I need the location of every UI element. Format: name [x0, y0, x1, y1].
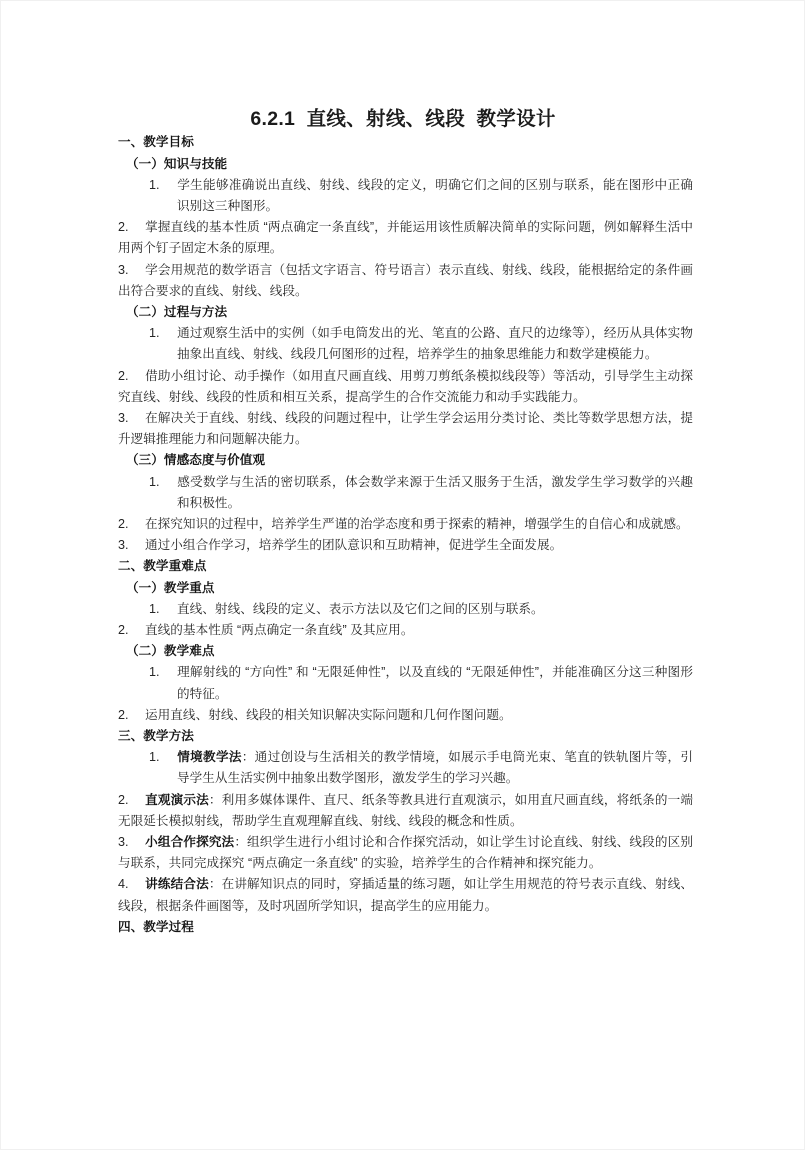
list-item-text: 理解射线的 “方向性” 和 “无限延伸性”，以及直线的 “无限延伸性”，并能准确区分这三种图形的特征。	[177, 665, 693, 701]
list-item-number: 1.	[149, 177, 160, 192]
list-item-lead: 小组合作探究法	[145, 835, 235, 850]
section-heading: 四、教学过程	[118, 919, 194, 934]
list-item-number: 1.	[149, 326, 160, 341]
subsection-heading: （一）教学重点	[126, 580, 215, 595]
list-item-number: 3.	[118, 835, 129, 850]
list-item-number: 1.	[149, 750, 160, 765]
list-item-number: 3.	[118, 538, 129, 553]
list-item	[118, 260, 693, 302]
list-item	[118, 535, 693, 556]
document-body	[113, 132, 693, 938]
list-item-text: 感受数学与生活的密切联系，体会数学来源于生活又服务于生活，激发学生学习数学的兴趣和积极性。	[177, 474, 693, 510]
list-item-text: 学会用规范的数学语言（包括文字语言、符号语言）表示直线、射线、线段，能根据给定的条件画出符合要求的直线、射线、线段。	[118, 262, 693, 298]
list-item	[118, 874, 693, 916]
list-item-lead: 直观演示法	[145, 792, 209, 807]
list-item	[149, 747, 693, 789]
subsection-heading: （二）教学难点	[126, 644, 215, 659]
list-item	[118, 366, 693, 408]
page-content-area	[113, 1, 693, 938]
list-item-number: 2.	[118, 220, 129, 235]
subsection-heading: （二）过程与方法	[126, 304, 228, 319]
list-item-number: 1.	[149, 474, 160, 489]
list-item	[118, 217, 693, 259]
list-item-text: 在探究知识的过程中，培养学生严谨的治学态度和勇于探索的精神，增强学生的自信心和成就感。	[145, 516, 689, 531]
section-heading: 一、教学目标	[118, 135, 194, 150]
list-item	[149, 175, 693, 217]
list-item	[149, 472, 693, 514]
list-item-text: 运用直线、射线、线段的相关知识解决实际问题和几何作图问题。	[145, 707, 512, 722]
section-heading: 三、教学方法	[118, 729, 194, 743]
list-item-number: 3.	[118, 410, 129, 425]
list-item-text: ：利用多媒体课件、直尺、纸条等教具进行直观演示，如用直尺画直线，将纸条的一端无限延长模拟射线，帮助学生直观理解直线、射线、线段的概念和性质。	[118, 792, 694, 828]
list-item-text: ：通过创设与生活相关的教学情境，如展示手电筒光束、笔直的铁轨图片等，引导学生从生活实例中抽象出数学图形，激发学生的学习兴趣。	[177, 750, 694, 786]
list-item-lead: 情境教学法	[177, 750, 242, 765]
list-item-number: 2.	[118, 368, 129, 383]
list-item-number: 2.	[118, 516, 129, 531]
list-item-text: 通过小组合作学习，培养学生的团队意识和互助精神，促进学生全面发展。	[145, 538, 563, 553]
list-item	[118, 620, 693, 641]
list-item-number: 1.	[149, 601, 160, 616]
list-item-text: 学生能够准确说出直线、射线、线段的定义，明确它们之间的区别与联系，能在图形中正确识别这三种图形。	[177, 177, 693, 213]
list-item-text: 掌握直线的基本性质 “两点确定一条直线”，并能运用该性质解决简单的实际问题，例如解释生活中用两个钉子固定木条的原理。	[118, 220, 693, 256]
list-item-number: 2.	[118, 707, 129, 722]
list-item	[149, 323, 693, 365]
list-item	[118, 790, 693, 832]
section-heading: 二、教学重难点	[118, 559, 207, 574]
list-item-number: 2.	[118, 792, 129, 807]
list-item	[118, 514, 693, 535]
list-item-number: 4.	[118, 877, 129, 892]
subsection-heading: （一）知识与技能	[126, 156, 228, 171]
document-title: 6.2.1 直线、射线、线段 教学设计	[250, 108, 556, 130]
list-item-number: 2.	[118, 622, 129, 637]
list-item	[118, 705, 693, 726]
list-item	[149, 599, 693, 620]
list-item-text: 通过观察生活中的实例（如手电筒发出的光、笔直的公路、直尺的边缘等），经历从具体实物抽象出直线、射线、线段几何图形的过程，培养学生的抽象思维能力和数学建模能力。	[177, 326, 693, 362]
list-item-text: 直线的基本性质 “两点确定一条直线” 及其应用。	[145, 622, 414, 637]
list-item	[118, 832, 693, 874]
subsection-heading: （三）情感态度与价值观	[126, 453, 266, 468]
list-item-text: ：在讲解知识点的同时，穿插适量的练习题，如让学生用规范的符号表示直线、射线、线段，根据条件画图等，及时巩固所学知识，提高学生的应用能力。	[118, 877, 694, 913]
list-item-number: 1.	[149, 665, 160, 680]
list-item	[118, 408, 693, 450]
list-item-number: 3.	[118, 262, 129, 277]
list-item-text: 在解决关于直线、射线、线段的问题过程中，让学生学会运用分类讨论、类比等数学思想方法，提升逻辑推理能力和问题解决能力。	[118, 410, 693, 447]
list-item-text: 借助小组讨论、动手操作（如用直尺画直线、用剪刀剪纸条模拟线段等）等活动，引导学生主动探究直线、射线、线段的性质和相互关系，提高学生的合作交流能力和动手实践能力。	[118, 368, 693, 404]
list-item	[149, 662, 693, 704]
list-item-text: ：组织学生进行小组讨论和合作探究活动，如让学生讨论直线、射线、线段的区别与联系，共同完成探究 “两点确定一条直线” 的实验，培养学生的合作精神和探究能力。	[118, 835, 693, 871]
list-item-lead: 讲练结合法	[145, 877, 209, 892]
list-item-text: 直线、射线、线段的定义、表示方法以及它们之间的区别与联系。	[177, 601, 544, 616]
